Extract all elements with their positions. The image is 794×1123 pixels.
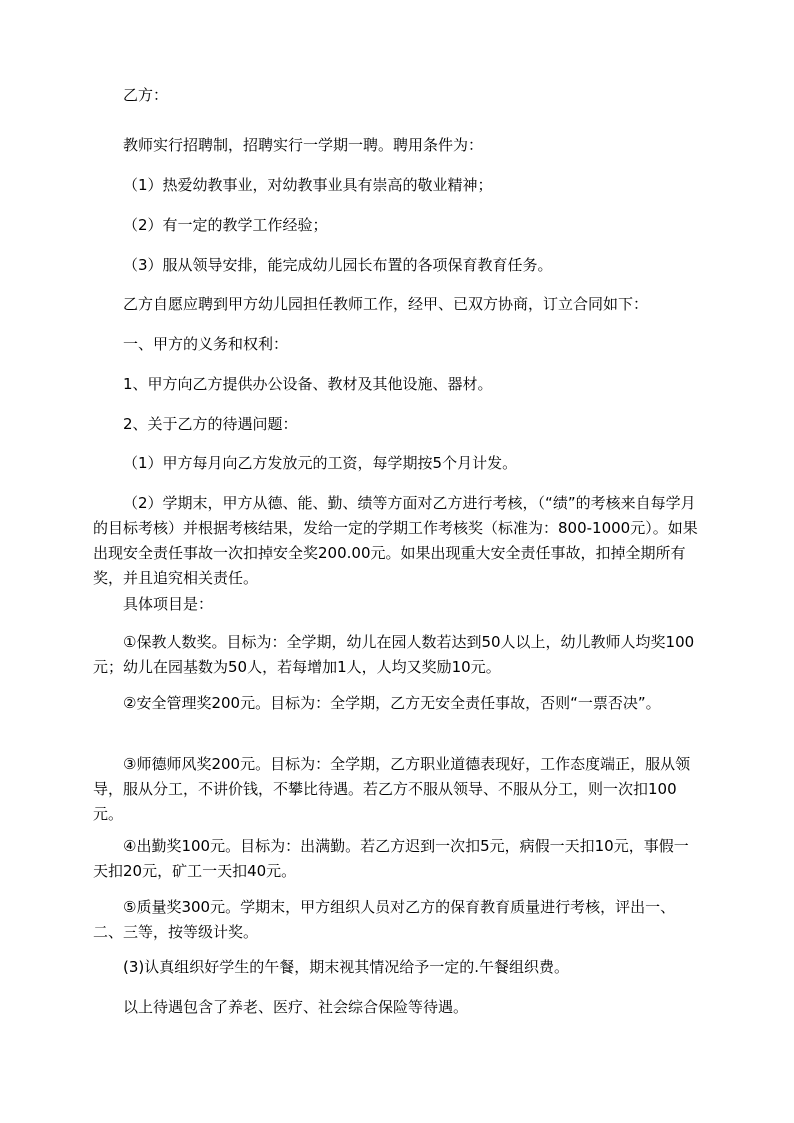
paragraph-condition-2: （2）有一定的教学工作经验； <box>123 216 328 234</box>
paragraph-recruitment: 教师实行招聘制，招聘实行一学期一聘。聘用条件为： <box>123 136 484 154</box>
paragraph-item-1: 1、甲方向乙方提供办公设备、教材及其他设施、器材。 <box>123 375 493 393</box>
paragraph-insurance: 以上待遇包含了养老、医疗、社会综合保险等待遇。 <box>123 998 469 1016</box>
paragraph-item-2: 2、关于乙方的待遇问题： <box>123 415 298 433</box>
paragraph-condition-1: （1）热爱幼教事业，对幼教事业具有崇高的敬业精神； <box>123 176 493 194</box>
paragraph-condition-3: （3）服从领导安排，能完成幼儿园长布置的各项保育教育任务。 <box>123 256 553 274</box>
paragraph-party-b: 乙方： <box>123 86 169 104</box>
paragraph-bonus-quality: ⑤质量奖300元。学期末，甲方组织人员对乙方的保育教育质量进行考核，评出一、二、三等，按等级计奖。 <box>93 898 676 941</box>
paragraph-bonus-ethics: ③师德师风奖200元。目标为：全学期，乙方职业道德表现好，工作态度端正，服从领导，服从分工，不讲价钱，不攀比待遇。若乙方不服从领导、不服从分工，则一次扣100元。 <box>93 755 691 823</box>
paragraph-bonus-attendance: ④出勤奖100元。目标为：出满勤。若乙方迟到一次扣5元，病假一天扣10元，事假一天扣20元，矿工一天扣40元。 <box>93 837 689 880</box>
section-heading-party-a: 一、甲方的义务和权利： <box>123 335 289 353</box>
paragraph-lunch: (3)认真组织好学生的午餐，期末视其情况给予一定的.午餐组织费。 <box>123 958 570 976</box>
paragraph-specific-items: 具体项目是： <box>123 595 214 613</box>
paragraph-agreement: 乙方自愿应聘到甲方幼儿园担任教师工作，经甲、已双方协商，订立合同如下： <box>123 295 649 313</box>
paragraph-salary: （1）甲方每月向乙方发放元的工资，每学期按5个月计发。 <box>123 454 518 472</box>
paragraph-assessment: （2）学期末，甲方从德、能、勤、绩等方面对乙方进行考核，（“绩”的考核来自每学月的目标考核）并根据考核结果，发给一定的学期工作考核奖（标准为：800-1000元）。如果出现安全责任事故一次扣掉安全奖200.00元。如果出现重大安全责任事故，扣掉全期所有奖，并且追究相关责任。 <box>93 494 698 587</box>
paragraph-bonus-safety: ②安全管理奖200元。目标为：全学期，乙方无安全责任事故，否则“一票否决”。 <box>123 694 661 712</box>
paragraph-bonus-enrollment: ①保教人数奖。目标为：全学期，幼儿在园人数若达到50人以上，幼儿教师人均奖100元；幼儿在园基数为50人，若每增加1人，人均又奖励10元。 <box>93 633 695 676</box>
